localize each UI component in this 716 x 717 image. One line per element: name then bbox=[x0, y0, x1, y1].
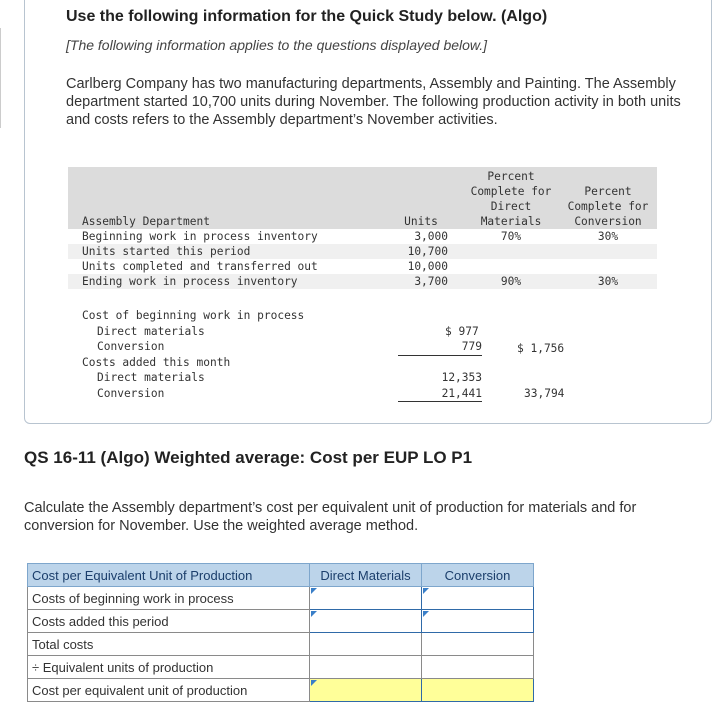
equivalent-units-dm bbox=[310, 656, 422, 679]
header-materials-line-2: Complete for bbox=[470, 185, 552, 198]
header-units: Units bbox=[404, 215, 438, 228]
input-marker-icon bbox=[311, 611, 317, 617]
table-row: Units completed and transferred out 10,000 bbox=[82, 260, 448, 273]
info-subtitle: [The following information applies to the questions displayed below.] bbox=[66, 37, 488, 53]
input-marker-icon bbox=[311, 680, 317, 686]
input-marker-icon bbox=[311, 588, 317, 594]
row-label-beginning-costs: Costs of beginning work in process bbox=[28, 587, 310, 610]
header-direct-materials: Direct Materials bbox=[310, 564, 422, 587]
cost-row-added-dm: 12,353 Direct materials bbox=[97, 371, 482, 384]
input-marker-icon bbox=[423, 588, 429, 594]
row-label-equivalent-units: ÷ Equivalent units of production bbox=[28, 656, 310, 679]
row-label-costs-added: Costs added this period bbox=[28, 610, 310, 633]
table-row bbox=[28, 610, 534, 633]
question-instruction: Calculate the Assembly department’s cost per equivalent unit of production for materials and for conversion for November. Use the weighted average method. bbox=[24, 500, 637, 534]
question-title: QS 16-11 (Algo) Weighted average: Cost per EUP LO P1 bbox=[24, 448, 473, 467]
header-materials-line-1: Percent bbox=[487, 170, 535, 183]
table-row bbox=[28, 679, 534, 702]
input-costs-added-dm[interactable] bbox=[310, 610, 422, 633]
row-label-cost-per-eup: Cost per equivalent unit of production bbox=[28, 679, 310, 702]
input-cost-per-eup-dm[interactable] bbox=[310, 679, 422, 702]
info-paragraph: Carlberg Company has two manufacturing departments, Assembly and Painting. The Assembly department started 10,700 units during November. The following production activity in both units and costs refers to the Assembly department’s November activities. bbox=[66, 76, 681, 128]
total-costs-dm bbox=[310, 633, 422, 656]
header-materials-line-4: Materials bbox=[480, 215, 542, 228]
cost-row-added-heading: Costs added this month bbox=[82, 355, 231, 369]
input-costs-added-conversion[interactable] bbox=[422, 610, 534, 633]
header-materials-line-3: Direct bbox=[490, 200, 532, 213]
cost-table bbox=[68, 308, 588, 401]
table-row: Ending work in process inventory 3,700 90% 30% bbox=[68, 274, 657, 289]
equivalent-units-conversion bbox=[422, 656, 534, 679]
input-beginning-costs-conversion[interactable] bbox=[422, 587, 534, 610]
production-table-header bbox=[68, 167, 657, 229]
answer-table-header bbox=[28, 564, 534, 587]
table-row bbox=[28, 656, 534, 679]
header-conversion-line-2: Complete for bbox=[567, 200, 649, 213]
input-marker-icon bbox=[423, 611, 429, 617]
total-costs-conversion bbox=[422, 633, 534, 656]
cost-row-beginning-heading: Cost of beginning work in process bbox=[82, 309, 305, 322]
cost-row-beginning-conversion: Conversion 779 $ 1,756 bbox=[97, 340, 565, 355]
input-beginning-costs-dm[interactable] bbox=[310, 587, 422, 610]
answer-table bbox=[27, 563, 534, 702]
cost-row-beginning-dm: Direct materials $ 977 bbox=[97, 324, 479, 338]
row-label-total-costs: Total costs bbox=[28, 633, 310, 656]
left-gutter-line bbox=[0, 28, 1, 128]
table-row bbox=[28, 633, 534, 656]
input-cost-per-eup-conversion[interactable] bbox=[422, 679, 534, 702]
header-cost-per-eup: Cost per Equivalent Unit of Production bbox=[28, 564, 310, 587]
header-conversion: Conversion bbox=[422, 564, 534, 587]
cost-row-added-conversion: Conversion 21,441 33,794 bbox=[68, 386, 588, 402]
info-title: Use the following information for the Quick Study below. (Algo) bbox=[66, 8, 548, 25]
header-conversion-line-1: Percent bbox=[584, 185, 632, 198]
table-row: Beginning work in process inventory 3,000 70% 30% bbox=[82, 230, 619, 243]
production-table bbox=[68, 167, 657, 289]
table-row: Units started this period 10,700 bbox=[68, 244, 657, 259]
table-row bbox=[28, 587, 534, 610]
header-conversion-line-3: Conversion bbox=[574, 215, 642, 228]
header-department: Assembly Department bbox=[82, 215, 210, 228]
